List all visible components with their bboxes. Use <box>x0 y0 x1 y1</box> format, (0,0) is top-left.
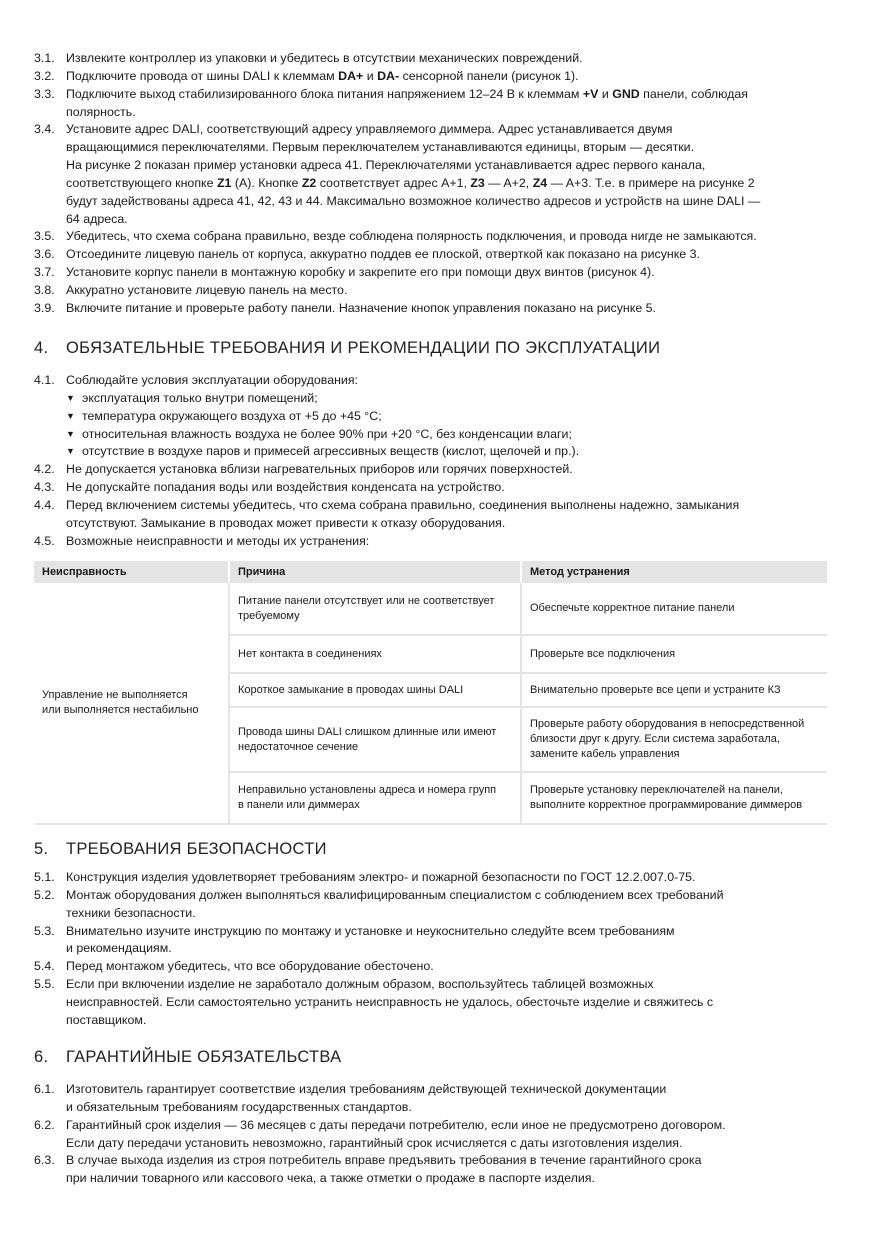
fix-cell: Проверьте работу оборудования в непосредственной близости друг к другу. Если система заработала, замените кабель управления <box>521 707 827 772</box>
cause-cell: Короткое замыкание в проводах шины DALI <box>229 673 521 707</box>
header-cause: Причина <box>229 561 521 583</box>
item-text: и <box>598 86 613 101</box>
item-number: 4.1. <box>34 373 55 387</box>
list-item <box>34 976 834 1030</box>
triangle-bullet-icon: ▼ <box>66 428 75 439</box>
list-item <box>34 497 834 533</box>
item-text: Перед включением системы убедитесь, что схема собрана правильно, соединения выполнены надежно, замыкания отсутствуют. Замыкание в проводах может привести к отказу оборудования. <box>66 497 740 530</box>
bold-term: Z1 <box>216 175 232 190</box>
header-fix: Метод устранения <box>521 561 827 583</box>
item-text: Установите корпус панели в монтажную коробку и закрепите его при помощи двух винтов (рисунок 4). <box>66 265 655 280</box>
header-fault: Неисправность <box>34 561 229 583</box>
fault-cell: Управление не выполняется или выполняется нестабильно <box>34 583 229 824</box>
item-text: Соблюдайте условия эксплуатации оборудования: <box>66 373 358 387</box>
item-text: Извлеките контроллер из упаковки и убедитесь в отсутствии механических повреждений. <box>66 51 583 65</box>
bullet-text: отсутствие в воздухе паров и примесей агрессивных веществ (кислот, щелочей и пр.). <box>82 444 580 459</box>
item-number: 6.3. <box>34 1153 55 1168</box>
bullet-text: относительная влажность воздуха не более 90% при +20 °C, без конденсации влаги; <box>82 426 572 441</box>
cause-cell: Провода шины DALI слишком длинные или имеют недостаточное сечение <box>229 707 521 772</box>
list-item <box>34 1081 834 1117</box>
section-6-heading <box>34 1048 341 1067</box>
item-number: 4.2. <box>34 462 55 477</box>
item-text: панели, соблюдая полярность. <box>66 86 748 119</box>
item-number: 4.3. <box>34 480 55 495</box>
item-number: 5.1. <box>34 870 55 884</box>
operation-requirements-list <box>34 372 834 550</box>
fix-cell: Проверьте все подключения <box>521 635 827 673</box>
item-number: 5.5. <box>34 977 55 992</box>
item-text: Включите питание и проверьте работу панели. Назначение кнопок управления показано на рисунке 5. <box>66 300 656 315</box>
item-text: Подключите выход стабилизированного блока питания напряжением 12–24 В к клеммам <box>66 86 583 101</box>
warranty-list <box>34 1081 834 1188</box>
bold-term: +V <box>582 86 599 101</box>
cause-cell: Нет контакта в соединениях <box>229 635 521 673</box>
section-number: 5. <box>34 840 49 858</box>
section-4-heading <box>34 339 660 358</box>
list-item <box>34 121 834 228</box>
item-text: Убедитесь, что схема собрана правильно, везде соблюдена полярность подключения, и провода нигде не замыкаются. <box>66 229 757 244</box>
list-item <box>34 228 834 246</box>
item-text: и <box>363 68 378 83</box>
list-item <box>34 68 834 86</box>
section-title: ТРЕБОВАНИЯ БЕЗОПАСНОСТИ <box>66 840 327 858</box>
item-number: 5.3. <box>34 923 55 938</box>
item-text: Не допускается установка вблизи нагревательных приборов или горячих поверхностей. <box>66 462 573 477</box>
item-number: 4.5. <box>34 533 55 548</box>
item-number: 3.6. <box>34 247 55 262</box>
item-number: 5.2. <box>34 887 55 902</box>
bold-term: GND <box>612 86 640 101</box>
section-5-heading <box>34 840 327 859</box>
list-item <box>34 246 834 264</box>
list-item <box>34 300 834 318</box>
item-text: соответствует адрес A+1, <box>316 175 471 190</box>
item-text: Гарантийный срок изделия — 36 месяцев с даты передачи потребителю, если иное не предусмотрено договором. Если дату передачи установить невозможно, гарантийный срок исчисляется с даты изготовления изделия. <box>66 1117 726 1150</box>
safety-requirements-list <box>34 869 834 1030</box>
list-item <box>34 533 834 551</box>
list-item <box>34 50 834 68</box>
item-number: 4.4. <box>34 497 55 512</box>
triangle-bullet-icon: ▼ <box>66 446 75 457</box>
bullet-item <box>34 390 834 408</box>
list-item <box>34 372 834 390</box>
item-text: Перед монтажом убедитесь, что все оборудование обесточено. <box>66 959 434 974</box>
installation-steps-list <box>34 50 834 318</box>
item-text: Возможные неисправности и методы их устранения: <box>66 533 370 548</box>
item-text: Если при включении изделие не заработало должным образом, воспользуйтесь таблицей возможных неисправностей. Если самостоятельно устранить неисправность не удалось, обесточьте изделие и свяжитесь с поставщиком. <box>66 977 714 1027</box>
cause-cell: Неправильно установлены адреса и номера групп в панели или диммерах <box>229 772 521 824</box>
item-number: 6.2. <box>34 1117 55 1132</box>
list-item <box>34 958 834 976</box>
item-text: сенсорной панели (рисунок 1). <box>399 68 579 83</box>
item-text: Подключите провода от шины DALI к клеммам <box>66 68 339 83</box>
triangle-bullet-icon: ▼ <box>66 392 75 403</box>
bold-term: Z3 <box>470 175 485 190</box>
item-text: Не допускайте попадания воды или воздействия конденсата на устройство. <box>66 480 505 495</box>
bullet-text: эксплуатация только внутри помещений; <box>82 390 318 405</box>
list-item <box>34 887 834 923</box>
list-item <box>34 869 834 887</box>
item-number: 6.1. <box>34 1082 55 1096</box>
list-item <box>34 479 834 497</box>
bold-term: DA+ <box>338 68 364 83</box>
bullet-item <box>34 408 834 426</box>
item-text: Установите адрес DALI, соответствующий адресу управляемого диммера. Адрес устанавливается двумя вращающимися переключателями. Первым переключателем устанавливаются единицы, вторым — десятки. На рисунке 2 показан пример установки адреса 41. Переключателями устанавливается адрес первого канала, соответствующего кнопке <box>66 122 706 190</box>
item-text: Конструкция изделия удовлетворяет требованиям электро- и пожарной безопасности по ГОСТ 12.2.007.0-75. <box>66 870 696 884</box>
item-number: 3.5. <box>34 229 55 244</box>
item-text: Отсоедините лицевую панель от корпуса, аккуратно поддев ее плоской, отверткой как показано на рисунке 3. <box>66 247 700 262</box>
bold-term: Z2 <box>301 175 317 190</box>
list-item <box>34 923 834 959</box>
bold-term: Z4 <box>532 175 548 190</box>
item-number: 3.1. <box>34 51 55 65</box>
fix-cell: Проверьте установку переключателей на панели, выполните корректное программирование диммеров <box>521 772 827 824</box>
list-item <box>34 1117 834 1153</box>
bullet-text: температура окружающего воздуха от +5 до +45 °C; <box>82 408 382 423</box>
item-text: Монтаж оборудования должен выполняться квалифицированным специалистом с соблюдением всех требований техники безопасности. <box>66 887 724 920</box>
list-item <box>34 461 834 479</box>
list-item <box>34 86 834 122</box>
section-number: 6. <box>34 1048 49 1066</box>
table-header-row <box>34 561 827 583</box>
list-item <box>34 282 834 300</box>
section-title: ОБЯЗАТЕЛЬНЫЕ ТРЕБОВАНИЯ И РЕКОМЕНДАЦИИ ПО ЭКСПЛУАТАЦИИ <box>66 339 661 357</box>
cause-cell: Питание панели отсутствует или не соответствует требуемому <box>229 583 521 635</box>
troubleshooting-table <box>34 561 827 825</box>
item-number: 3.9. <box>34 300 55 315</box>
item-text: Аккуратно установите лицевую панель на место. <box>66 282 348 297</box>
bold-term: DA- <box>377 68 400 83</box>
fix-cell: Обеспечьте корректное питание панели <box>521 583 827 635</box>
fix-cell: Внимательно проверьте все цепи и устраните КЗ <box>521 673 827 707</box>
item-text: — A+2, <box>484 175 533 190</box>
item-text: В случае выхода изделия из строя потребитель вправе предъявить требования в течение гарантийного срока при наличии товарного или кассового чека, а также отметки о продаже в паспорте изделия. <box>66 1153 702 1186</box>
item-text: Изготовитель гарантирует соответствие изделия требованиям действующей технической документации и обязательным требованиям государственных стандартов. <box>66 1082 667 1114</box>
bullet-item <box>34 426 834 444</box>
table-row <box>34 583 827 635</box>
list-item <box>34 264 834 282</box>
item-text: Внимательно изучите инструкцию по монтажу и установке и неукоснительно следуйте всем требованиям и рекомендациям. <box>66 923 675 956</box>
item-number: 3.4. <box>34 122 55 137</box>
item-number: 3.3. <box>34 86 55 101</box>
item-number: 3.8. <box>34 282 55 297</box>
item-number: 5.4. <box>34 959 55 974</box>
bullet-item <box>34 443 834 461</box>
item-number: 3.7. <box>34 265 55 280</box>
section-number: 4. <box>34 339 49 357</box>
item-text: (A). Кнопке <box>231 175 302 190</box>
item-number: 3.2. <box>34 68 55 83</box>
list-item <box>34 1152 834 1188</box>
triangle-bullet-icon: ▼ <box>66 410 75 421</box>
section-title: ГАРАНТИЙНЫЕ ОБЯЗАТЕЛЬСТВА <box>66 1048 342 1066</box>
item-text: — A+3. Т.е. в примере на рисунке 2 будут задействованы адреса 41, 42, 43 и 44. Максимально возможное количество адресов и устройств на шине DALI — 64 адреса. <box>66 175 761 226</box>
